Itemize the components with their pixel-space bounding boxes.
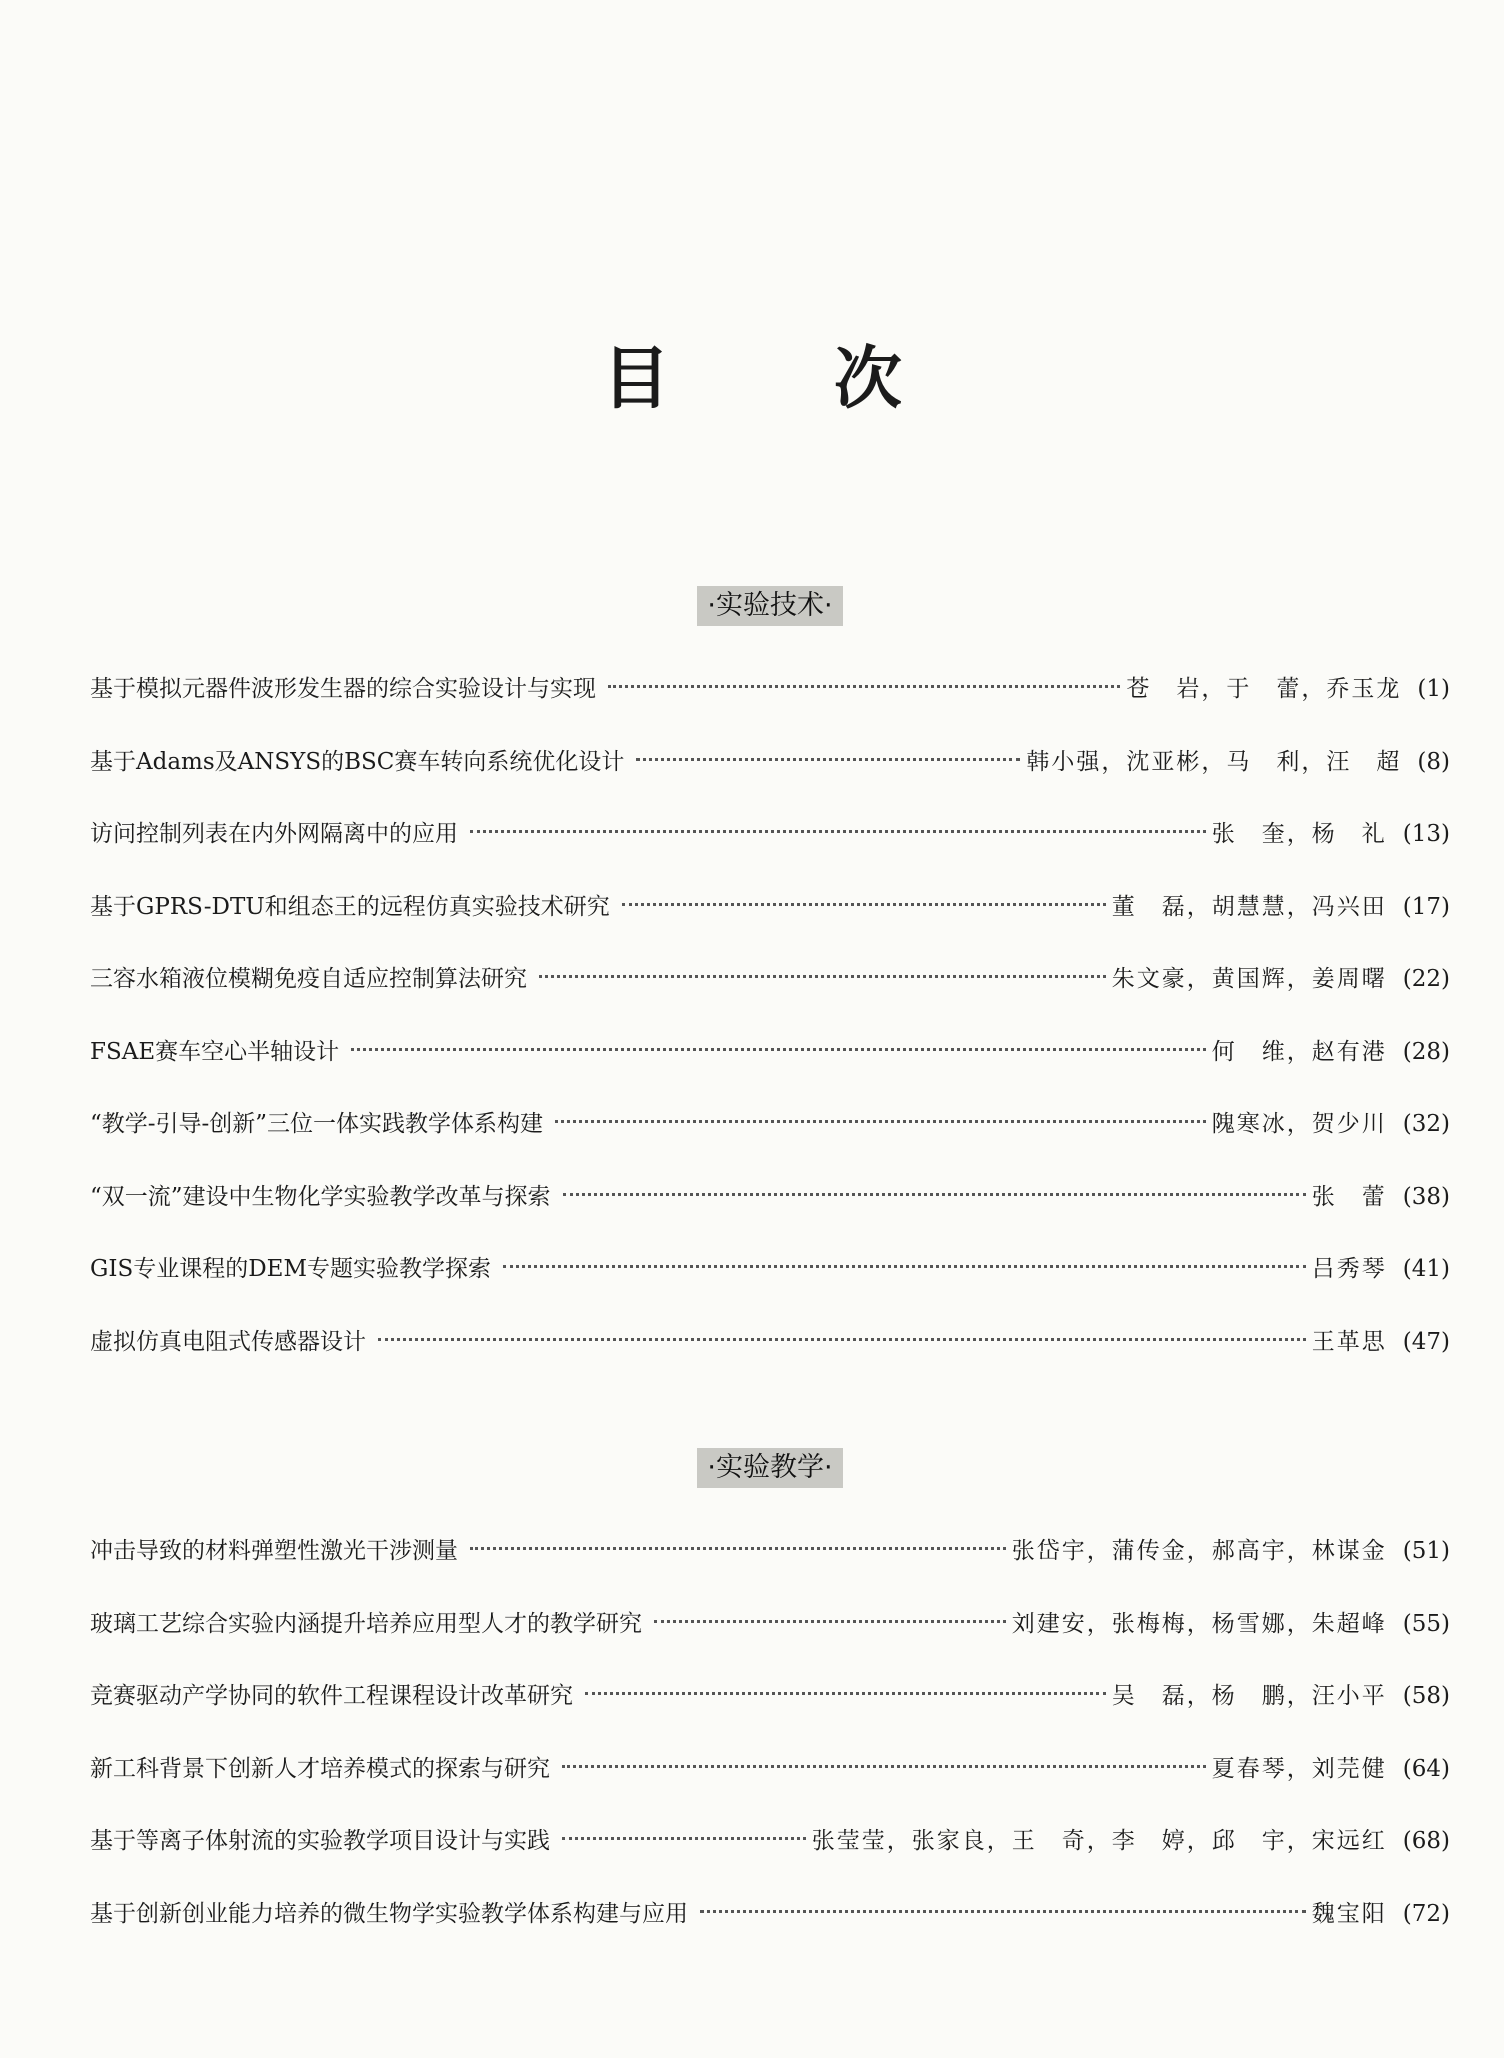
entry-title: 新工科背景下创新人才培养模式的探索与研究 (90, 1755, 550, 1782)
section-experimental-teaching (90, 1448, 1450, 1971)
entry-page: (68) (1402, 1828, 1450, 1854)
dot-leader (555, 1120, 1206, 1123)
entry-title: “教学-引导-创新”三位一体实践教学体系构建 (90, 1111, 544, 1137)
dot-leader (636, 758, 1020, 761)
entry-page: (28) (1402, 1038, 1450, 1065)
toc-entry[interactable] (90, 747, 1450, 820)
entry-page: (41) (1402, 1256, 1450, 1282)
entry-title: 三容水箱液位模糊免疫自适应控制算法研究 (90, 966, 527, 992)
section-experimental-technology (90, 586, 1450, 1399)
entry-authors: 张岱宇，蒲传金，郝高宇，林谋金 (1011, 1538, 1387, 1564)
toc-entry[interactable] (90, 1254, 1450, 1327)
section-heading: ·实验教学· (697, 1448, 842, 1488)
entry-title: 基于创新创业能力培养的微生物学实验教学体系构建与应用 (90, 1900, 688, 1927)
entry-authors: 张莹莹，张家良，王 奇，李 婷，邱 宇，宋远红 (811, 1828, 1387, 1854)
dot-leader (563, 1193, 1306, 1196)
dot-leader (585, 1692, 1106, 1695)
entry-page: (55) (1402, 1610, 1450, 1637)
toc-entry[interactable] (90, 1327, 1450, 1400)
toc-entry[interactable] (90, 1899, 1450, 1972)
entry-authors: 董 磊，胡慧慧，冯兴田 (1111, 893, 1387, 920)
toc-entry[interactable] (90, 1826, 1450, 1899)
entry-title: 基于Adams及ANSYS的BSC赛车转向系统优化设计 (90, 748, 625, 775)
entry-authors: 夏春琴，刘芫健 (1211, 1755, 1387, 1782)
entry-title: GIS专业课程的DEM专题实验教学探索 (90, 1256, 491, 1282)
entry-authors: 王革思 (1311, 1328, 1387, 1355)
dot-leader (503, 1265, 1306, 1268)
entry-authors: 张 奎，杨 礼 (1211, 821, 1387, 847)
entry-page: (38) (1402, 1183, 1450, 1210)
page-title: 目 次 (602, 340, 972, 419)
entry-authors: 苍 岩，于 蕾，乔玉龙 (1126, 676, 1402, 702)
section-heading: ·实验技术· (697, 586, 842, 626)
entry-title: “双一流”建设中生物化学实验教学改革与探索 (90, 1183, 551, 1210)
dot-leader (470, 830, 1206, 833)
toc-entry[interactable] (90, 964, 1450, 1037)
entry-authors: 刘建安，张梅梅，杨雪娜，朱超峰 (1011, 1610, 1387, 1637)
dot-leader (562, 1837, 806, 1840)
entry-title: 冲击导致的材料弹塑性激光干涉测量 (90, 1538, 458, 1564)
entry-title: 玻璃工艺综合实验内涵提升培养应用型人才的教学研究 (90, 1610, 642, 1637)
dot-leader (654, 1620, 1006, 1623)
dot-leader (470, 1547, 1006, 1550)
toc-list (90, 674, 1450, 1399)
toc-entry[interactable] (90, 1182, 1450, 1255)
entry-page: (72) (1402, 1900, 1450, 1927)
entry-page: (64) (1402, 1755, 1450, 1782)
toc-entry[interactable] (90, 892, 1450, 965)
entry-authors: 张 蕾 (1311, 1183, 1387, 1210)
entry-title: FSAE赛车空心半轴设计 (90, 1038, 340, 1065)
entry-authors: 韩小强，沈亚彬，马 利，汪 超 (1026, 748, 1402, 775)
dot-leader (700, 1910, 1306, 1913)
dot-leader (608, 685, 1120, 688)
entry-page: (8) (1417, 748, 1450, 775)
dot-leader (351, 1048, 1206, 1051)
toc-entry[interactable] (90, 1609, 1450, 1682)
entry-page: (1) (1417, 676, 1450, 702)
dot-leader (378, 1338, 1306, 1341)
toc-entry[interactable] (90, 1037, 1450, 1110)
dot-leader (539, 975, 1106, 978)
entry-authors: 隗寒冰，贺少川 (1211, 1111, 1387, 1137)
entry-title: 竞赛驱动产学协同的软件工程课程设计改革研究 (90, 1683, 573, 1709)
entry-authors: 何 维，赵有港 (1211, 1038, 1387, 1065)
entry-page: (13) (1402, 821, 1450, 847)
toc-entry[interactable] (90, 1536, 1450, 1609)
entry-page: (47) (1402, 1328, 1450, 1355)
entry-title: 访问控制列表在内外网隔离中的应用 (90, 821, 458, 847)
entry-page: (32) (1402, 1111, 1450, 1137)
entry-page: (51) (1402, 1538, 1450, 1564)
entry-title: 基于等离子体射流的实验教学项目设计与实践 (90, 1828, 550, 1854)
entry-title: 基于GPRS-DTU和组态王的远程仿真实验技术研究 (90, 893, 610, 920)
toc-entry[interactable] (90, 819, 1450, 892)
toc-entry[interactable] (90, 674, 1450, 747)
toc-list (90, 1536, 1450, 1971)
toc-entry[interactable] (90, 1754, 1450, 1827)
dot-leader (622, 903, 1106, 906)
entry-page: (17) (1402, 893, 1450, 920)
entry-authors: 吴 磊，杨 鹏，汪小平 (1111, 1683, 1387, 1709)
dot-leader (562, 1765, 1206, 1768)
entry-page: (22) (1402, 966, 1450, 992)
entry-authors: 吕秀琴 (1311, 1256, 1387, 1282)
entry-authors: 朱文豪，黄国辉，姜周曙 (1111, 966, 1387, 992)
entry-page: (58) (1402, 1683, 1450, 1709)
toc-entry[interactable] (90, 1681, 1450, 1754)
toc-entry[interactable] (90, 1109, 1450, 1182)
entry-authors: 魏宝阳 (1311, 1900, 1387, 1927)
entry-title: 基于模拟元器件波形发生器的综合实验设计与实现 (90, 676, 596, 702)
entry-title: 虚拟仿真电阻式传感器设计 (90, 1328, 366, 1355)
